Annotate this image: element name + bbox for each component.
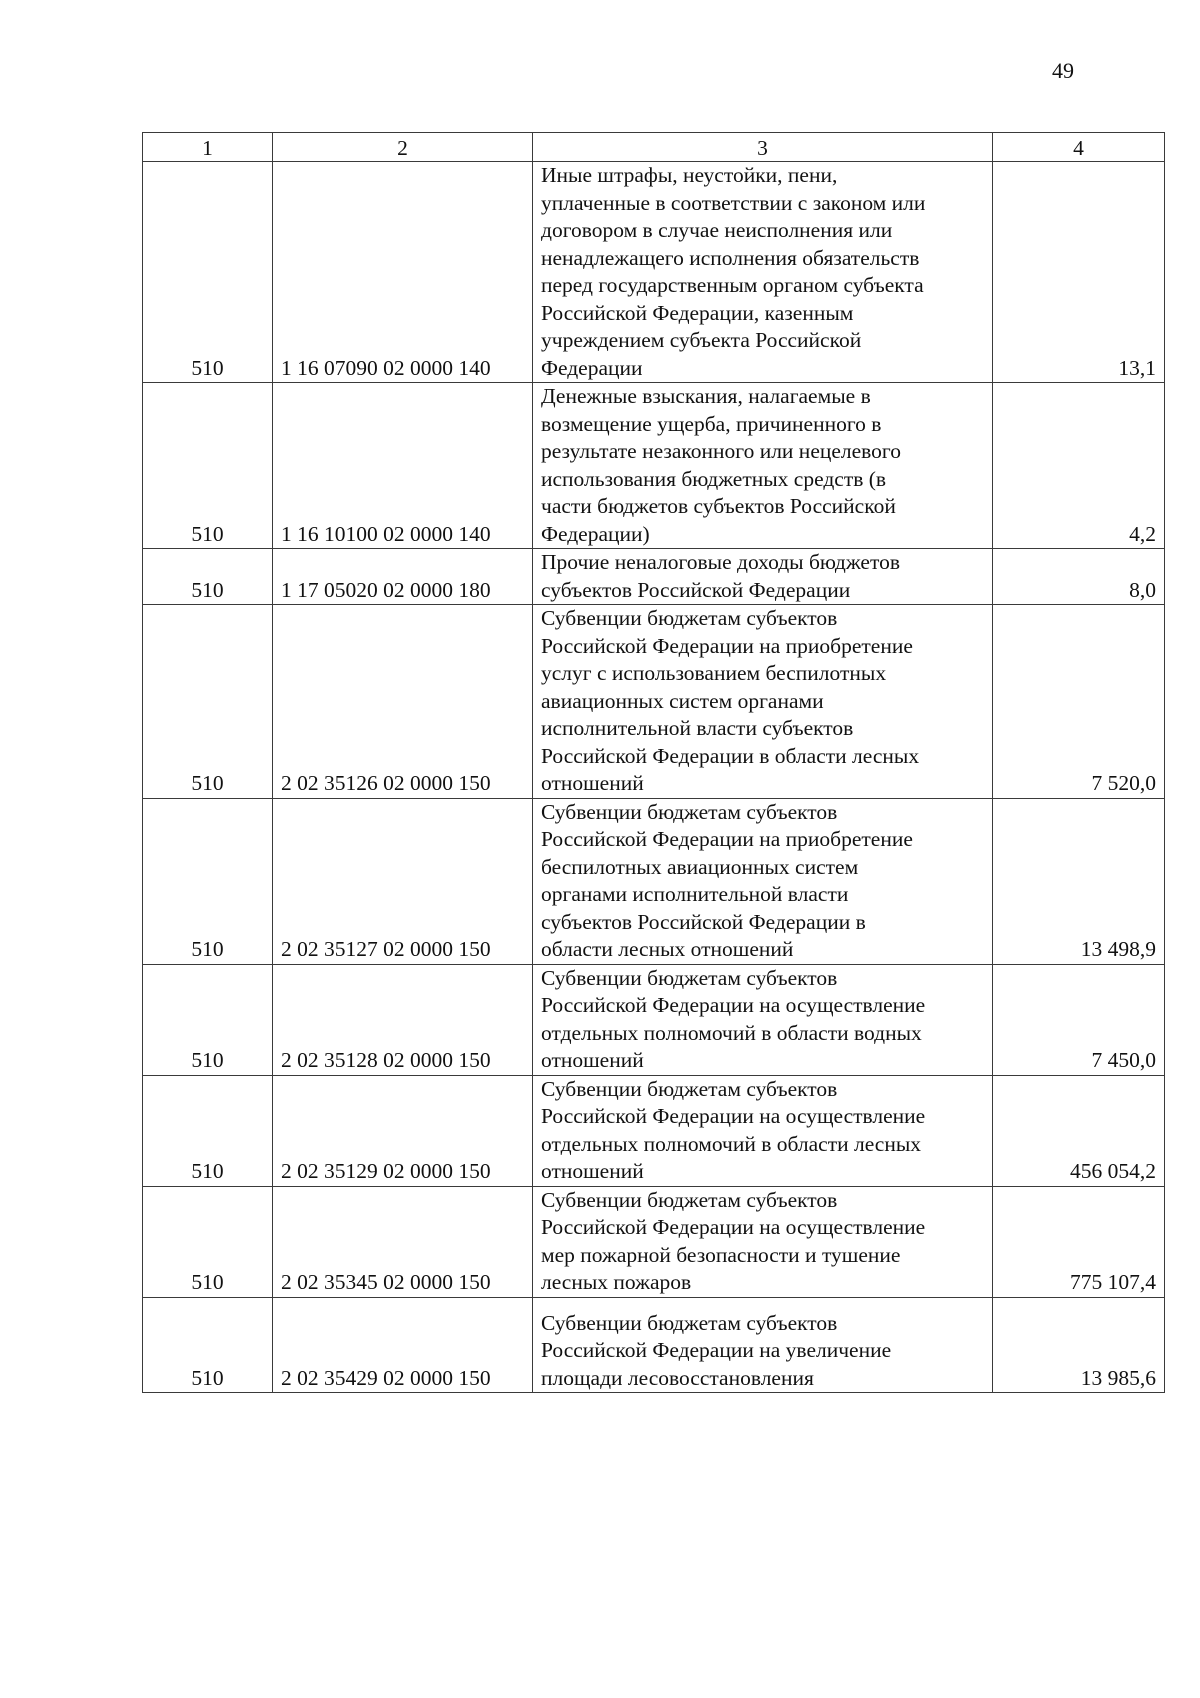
admin-code-cell: 510 <box>143 798 273 964</box>
header-col-3: 3 <box>533 133 993 162</box>
budget-code-cell: 2 02 35429 02 0000 150 <box>273 1297 533 1393</box>
description-cell: Прочие неналоговые доходы бюджетов субъектов Российской Федерации <box>533 549 993 605</box>
amount-cell: 13 498,9 <box>993 798 1165 964</box>
amount-cell: 13,1 <box>993 162 1165 383</box>
budget-code-cell: 2 02 35128 02 0000 150 <box>273 964 533 1075</box>
table-row <box>143 605 1165 799</box>
admin-code-cell: 510 <box>143 1297 273 1393</box>
description-cell: Субвенции бюджетам субъектов Российской Федерации на приобретение услуг с использованием беспилотных авиационных систем органами исполнительной власти субъектов Российской Федерации в области лесных отношений <box>533 605 993 799</box>
budget-code-cell: 2 02 35126 02 0000 150 <box>273 605 533 799</box>
table-row <box>143 964 1165 1075</box>
budget-code-cell: 1 17 05020 02 0000 180 <box>273 549 533 605</box>
amount-cell: 775 107,4 <box>993 1186 1165 1297</box>
amount-cell: 456 054,2 <box>993 1075 1165 1186</box>
table-header-row <box>143 133 1165 162</box>
table-row <box>143 798 1165 964</box>
description-cell: Субвенции бюджетам субъектов Российской Федерации на осуществление отдельных полномочий в области водных отношений <box>533 964 993 1075</box>
table-row <box>143 1186 1165 1297</box>
description-cell: Субвенции бюджетам субъектов Российской Федерации на осуществление мер пожарной безопасности и тушение лесных пожаров <box>533 1186 993 1297</box>
budget-code-cell: 2 02 35127 02 0000 150 <box>273 798 533 964</box>
amount-cell: 7 520,0 <box>993 605 1165 799</box>
amount-cell: 7 450,0 <box>993 964 1165 1075</box>
admin-code-cell: 510 <box>143 964 273 1075</box>
description-cell: Субвенции бюджетам субъектов Российской Федерации на осуществление отдельных полномочий в области лесных отношений <box>533 1075 993 1186</box>
budget-code-cell: 1 16 10100 02 0000 140 <box>273 383 533 549</box>
admin-code-cell: 510 <box>143 383 273 549</box>
table-row <box>143 162 1165 383</box>
description-cell: Субвенции бюджетам субъектов Российской Федерации на приобретение беспилотных авиационных систем органами исполнительной власти субъектов Российской Федерации в области лесных отношений <box>533 798 993 964</box>
budget-code-cell: 2 02 35129 02 0000 150 <box>273 1075 533 1186</box>
table-row <box>143 549 1165 605</box>
amount-cell: 13 985,6 <box>993 1297 1165 1393</box>
amount-cell: 4,2 <box>993 383 1165 549</box>
table-row <box>143 1075 1165 1186</box>
admin-code-cell: 510 <box>143 549 273 605</box>
table-row <box>143 383 1165 549</box>
header-col-4: 4 <box>993 133 1165 162</box>
admin-code-cell: 510 <box>143 162 273 383</box>
description-cell: Денежные взыскания, налагаемые в возмещение ущерба, причиненного в результате незаконного или нецелевого использования бюджетных средств (в части бюджетов субъектов Российской Федерации) <box>533 383 993 549</box>
admin-code-cell: 510 <box>143 1075 273 1186</box>
budget-code-cell: 2 02 35345 02 0000 150 <box>273 1186 533 1297</box>
amount-cell: 8,0 <box>993 549 1165 605</box>
description-cell: Субвенции бюджетам субъектов Российской Федерации на увеличение площади лесовосстановления <box>533 1297 993 1393</box>
page-number: 49 <box>1052 58 1074 83</box>
budget-code-cell: 1 16 07090 02 0000 140 <box>273 162 533 383</box>
table-row <box>143 1297 1165 1393</box>
admin-code-cell: 510 <box>143 605 273 799</box>
budget-revenue-table <box>142 132 1165 1393</box>
header-col-1: 1 <box>143 133 273 162</box>
description-cell: Иные штрафы, неустойки, пени, уплаченные в соответствии с законом или договором в случае неисполнения или ненадлежащего исполнения обязательств перед государственным органом субъекта Российской Федерации, казенным учреждением субъекта Российской Федерации <box>533 162 993 383</box>
admin-code-cell: 510 <box>143 1186 273 1297</box>
header-col-2: 2 <box>273 133 533 162</box>
